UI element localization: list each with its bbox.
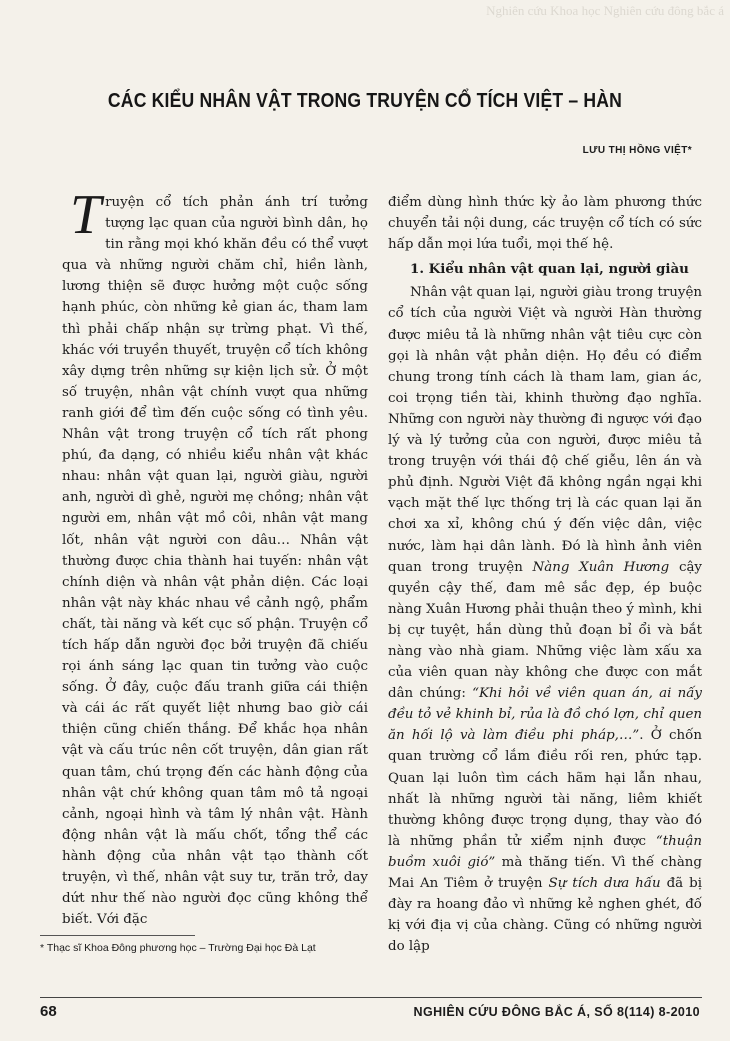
continued-paragraph: điểm dùng hình thức kỳ ảo làm phương thức chuyển tải nội dung, các truyện cổ tích có sức hấp dẫn mọi lứa tuổi, mọi thế hệ. <box>388 195 702 253</box>
intro-paragraph <box>62 184 368 930</box>
footnote-divider <box>40 935 195 936</box>
section-paragraph <box>388 282 702 957</box>
bleed-through-text: Nghiên cứu Khoa học Nghiên cứu đông bắc á <box>486 3 724 18</box>
left-column <box>62 184 368 930</box>
right-column <box>388 192 702 957</box>
section-text-1: Nhân vật quan lại, người giàu trong truyện cổ tích của người Việt và người Hàn thường được miêu tả là những nhân vật tiêu cực còn gọi là nhân vật phản diện. Họ đều có điểm chung trong tính cách là tham lam, gian ác, coi trọng tiền tài, khinh thường đạo nghĩa. Những con người này thường đi ngược với đạo lý và lý tưởng của con người, được miêu tả trong truyện với thái độ chế giễu, lên án và phủ định. Người Việt đã không ngần ngại khi vạch mặt thế lực thống trị là các quan lại ăn chơi xa xỉ, không chú ý đến việc dân, việc nước, làm hại dân lành. Đó là hình ảnh viên quan trong truyện <box>388 285 702 575</box>
footer-divider <box>40 997 702 998</box>
story-title-dua-hau: Sự tích dưa hấu <box>548 876 661 891</box>
journal-name: NGHIÊN CỨU ĐÔNG BẮC Á, SỐ 8(114) 8-2010 <box>413 1005 700 1019</box>
idiom-text: “thuận buồm xuôi gió” <box>388 833 702 870</box>
section-heading: 1. Kiểu nhân vật quan lại, người giàu <box>410 261 689 278</box>
drop-cap: T <box>70 184 102 246</box>
section-text-4: mà thăng tiến. Vì thế chàng Mai An Tiêm ở truyện <box>388 854 703 891</box>
page-number: 68 <box>40 1003 57 1020</box>
intro-text: ruyện cổ tích phản ánh trí tưởng tượng lạc quan của người bình dân, họ tin rằng mọi khó khăn đều có thể vượt qua và những người chăm chỉ, hiền lành, lương thiện sẽ được hưởng một cuộc sống hạnh phúc, còn những kẻ gian ác, tham lam thì phải chấp nhận sự trừng phạt. Vì thế, khác với truyền thuyết, truyện cổ tích không xây dựng trên những sự kiện lịch sử. Ở một số truyện, nhân vật chính vượt qua những ranh giới để tìm đến cuộc sống có tình yêu. Nhân vật trong truyện cổ tích rất phong phú, đa dạng, có nhiều kiểu nhân vật khác nhau: nhân vật quan lại, người giàu, người anh, người dì ghẻ, người mẹ chồng; nhân vật người em, nhân vật mồ côi, nhân vật mang lốt, nhân vật người con dâu… Nhân vật thường được chia thành hai tuyến: nhân vật chính diện và nhân vật phản diện. Các loại nhân vật này khác nhau về cảnh ngộ, phẩm chất, tài năng và kết cục số phận. Truyện cổ tích hấp dẫn người đọc bởi truyện đã chiếu rọi ánh sáng lạc quan tin tưởng vào cuộc sống. Ở đây, cuộc đấu tranh giữa cái thiện và cái ác rất quyết liệt nhưng bao giờ cái thiện cũng chiến thắng. Để khắc họa nhân vật và cấu trúc nên cốt truyện, dân gian rất quan tâm, chú trọng đến các hành động của nhân vật chứ không quan tâm mô tả ngoại cảnh, ngoại hình và tâm lý nhân vật. Hành động nhân vật là mấu chốt, tổng thể các hành động của nhân vật tạo thành cốt truyện, vì thế, nhân vật suy tư, trăn trở, day dứt như thế nào người đọc cũng không thể biết. Với đặc <box>62 195 368 928</box>
section-text-3: . Ở chốn quan trường cổ lắm điều rối ren, phức tạp. Quan lại luôn tìm cách hãm hại lẫn nhau, nhất là những người tài năng, liêm khiết thường không được trọng dụng, thay vào đó là những phần tử xiểm nịnh được <box>388 728 702 849</box>
article-title: CÁC KIỂU NHÂN VẬT TRONG TRUYỆN CỔ TÍCH VIỆT – HÀN <box>107 90 623 112</box>
section-text-2: cậy quyền cậy thế, đam mê sắc đẹp, ép buộc nàng Xuân Hương phải thuận theo ý mình, khi bị cự tuyệt, hắn dùng thủ đoạn bỉ ổi và bắt nàng vào nhà giam. Những việc làm xấu xa của viên quan này không che được con mắt dân chúng: <box>388 559 702 702</box>
author-name: LƯU THỊ HỒNG VIỆT* <box>582 145 692 156</box>
quote-text: “Khi hỏi về viên quan án, ai nấy đều tỏ vẻ khinh bỉ, rủa là đồ chó lợn, chỉ quen ăn hối lộ và làm điều phi pháp,…” <box>388 686 702 744</box>
section-text-5: đã bị đày ra hoang đảo vì những kẻ nghen ghét, đố kị với địa vị của chàng. Cũng có những người do lập <box>388 876 702 955</box>
author-footnote: * Thạc sĩ Khoa Đông phương học – Trường Đại học Đà Lạt <box>40 942 316 954</box>
story-title-xuan-huong: Nàng Xuân Hương <box>532 559 670 575</box>
